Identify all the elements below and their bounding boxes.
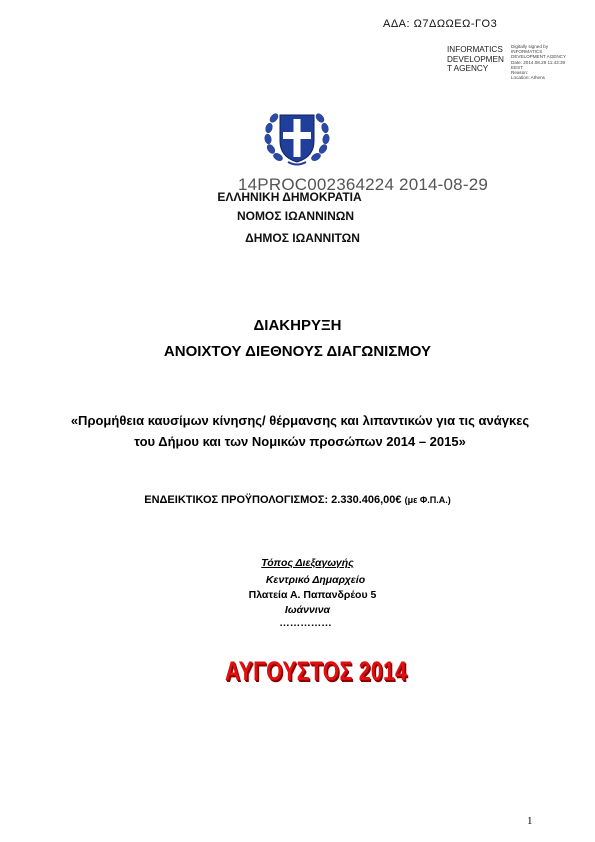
budget-vat-note: (με Φ.Π.Α.) [404, 495, 451, 505]
tender-subject: «Προμήθεια καυσίμων κίνησης/ θέρμανσης και λιπαντικών για τις ανάγκες του Δήμου και των Νομικών προσώπων 2014 – 2015» [70, 413, 530, 449]
venue-building: Κεντρικό Δημαρχείο [265, 574, 366, 586]
signature-line: Digitally signed by [511, 44, 549, 49]
document-subtitle: ΑΝΟΙΧΤΟΥ ΔΙΕΘΝΟΥΣ ΔΙΑΓΩΝΙΣΜΟΥ [163, 343, 432, 360]
signature-line: Location: Athens [511, 75, 545, 81]
ada-code: ΑΔΑ: Ω7ΔΩΩΕΩ-ΓΟ3 [383, 18, 498, 30]
venue-address: Πλατεία Α. Παπανδρέου 5 [248, 589, 377, 601]
issue-date: ΑΥΓΟΥΣΤΟΣ 2014 [225, 656, 408, 686]
protocol-stamp: 14PROC002364224 2014-08-29 [238, 175, 488, 194]
signature-organization: INFORMATICS DEVELOPMEN T AGENCY [447, 45, 504, 73]
venue-city: Ιωάννινα [284, 604, 331, 616]
header-republic: ΕΛΛΗΝΙΚΗ ΔΗΜΟΚΡΑΤΙΑ [217, 190, 362, 204]
header-municipality: ΔΗΜΟΣ ΙΩΑΝΝΙΤΩΝ [245, 231, 360, 245]
document-title: ΔΙΑΚΗΡΥΞΗ [253, 317, 342, 334]
header-prefecture: ΝΟΜΟΣ ΙΩΑΝΝΙΝΩΝ [236, 209, 355, 223]
budget-line [0, 494, 595, 506]
greek-emblem-icon [262, 105, 332, 167]
page-number: 1 [527, 815, 533, 827]
signature-line: Date: 2014.08.29 11:43:39 [511, 59, 566, 65]
signature-line: DEVELOPMENT AGENCY [511, 54, 567, 60]
signature-line: EEST [511, 64, 523, 70]
venue-dots: …………… [279, 617, 332, 629]
signature-line: INFORMATICS [511, 49, 543, 55]
signature-line: Reason: [511, 70, 529, 76]
signature-details [511, 44, 579, 80]
venue-heading: Τόπος Διεξαγωγής [261, 557, 354, 569]
budget-amount: ΕΝΔΕΙΚΤΙΚΟΣ ΠΡΟΫΠΟΛΟΓΙΣΜΟΣ: 2.330.406,00€ [144, 494, 402, 506]
